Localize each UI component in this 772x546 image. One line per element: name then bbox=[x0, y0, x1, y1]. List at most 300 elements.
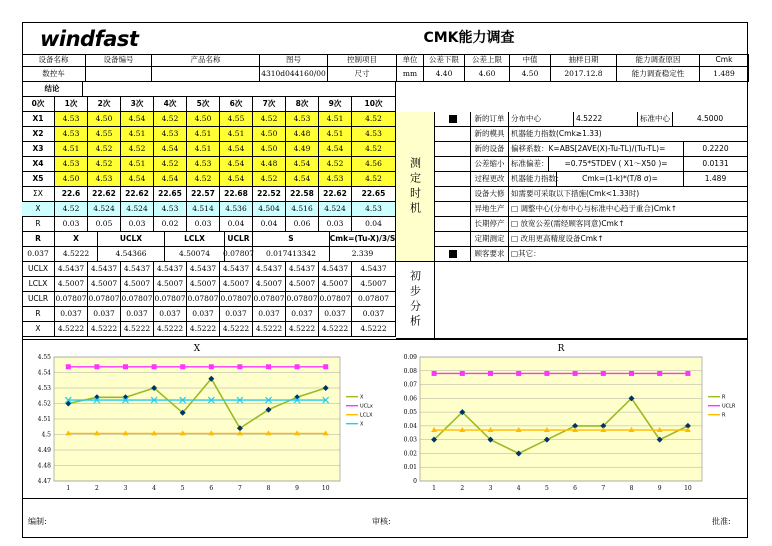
col-header: 10次 bbox=[352, 97, 396, 112]
limit-cell: 4.5007 bbox=[55, 277, 88, 292]
col-header: 4次 bbox=[154, 97, 187, 112]
summary-value: 0.017413342 bbox=[253, 247, 330, 262]
range-cell: 0.06 bbox=[286, 217, 319, 232]
cmk-formula: Cmk=(1-k)*(T/8 σ)= bbox=[557, 172, 684, 187]
info-label: 公差上限 bbox=[465, 54, 510, 67]
y-tick-label: 0 bbox=[413, 478, 417, 485]
data-point bbox=[94, 364, 99, 369]
limit-cell: 4.5007 bbox=[319, 277, 352, 292]
limit-cell: 0.037 bbox=[220, 307, 253, 322]
measurement-cell: 4.48 bbox=[253, 157, 286, 172]
row-label: X5 bbox=[22, 172, 55, 187]
x-tick-label: 9 bbox=[657, 485, 662, 492]
limit-cell: 0.07807 bbox=[154, 292, 187, 307]
info-label: 抽样日期 bbox=[551, 54, 617, 67]
reason-checkbox[interactable] bbox=[435, 172, 471, 187]
info-label: 图号 bbox=[260, 54, 328, 67]
data-point bbox=[657, 371, 662, 376]
info-label: Cmk bbox=[700, 54, 749, 67]
mean-cell: 4.524 bbox=[121, 202, 154, 217]
std-center-value: 4.5000 bbox=[673, 112, 748, 127]
measurement-cell: 4.52 bbox=[88, 142, 121, 157]
limit-cell: 4.5007 bbox=[121, 277, 154, 292]
summary-label: Cmk=(Tu-X)/3/S bbox=[330, 232, 396, 247]
y-tick-label: 4.55 bbox=[37, 354, 51, 361]
limit-cell: 4.5222 bbox=[286, 322, 319, 337]
measurement-cell: 4.52 bbox=[154, 157, 187, 172]
reason-label: 新的订单 bbox=[471, 112, 509, 127]
mean-cell: 4.514 bbox=[187, 202, 220, 217]
info-label: 公差下限 bbox=[424, 54, 465, 67]
legend-label: UCLR bbox=[722, 403, 736, 410]
x-tick-label: 2 bbox=[460, 485, 465, 492]
y-tick-label: 4.47 bbox=[37, 478, 51, 485]
measurement-cell: 4.54 bbox=[286, 172, 319, 187]
y-tick-label: 4.49 bbox=[37, 447, 51, 454]
measurement-cell: 4.52 bbox=[187, 172, 220, 187]
mean-cell: 4.536 bbox=[220, 202, 253, 217]
logo-text: windfast bbox=[40, 27, 139, 51]
limit-cell: 0.037 bbox=[352, 307, 396, 322]
r-chart bbox=[392, 341, 742, 499]
measurement-cell: 4.54 bbox=[220, 172, 253, 187]
limit-label: UCLR bbox=[22, 292, 55, 307]
data-point bbox=[237, 364, 242, 369]
y-tick-label: 4.51 bbox=[37, 416, 51, 423]
measurement-cell: 4.52 bbox=[253, 112, 286, 127]
measurement-cell: 4.50 bbox=[187, 112, 220, 127]
reason-checkbox[interactable] bbox=[435, 232, 471, 247]
reason-checkbox[interactable] bbox=[435, 127, 471, 142]
measurement-cell: 4.50 bbox=[55, 172, 88, 187]
limit-cell: 0.07807 bbox=[286, 292, 319, 307]
initial-analysis-col bbox=[396, 262, 435, 339]
limit-cell: 0.07807 bbox=[121, 292, 154, 307]
col-header: 1次 bbox=[55, 97, 88, 112]
cmk-heading: 机器能力指数(Cmk≥1.33) bbox=[509, 127, 748, 142]
info-value bbox=[86, 67, 152, 82]
limit-cell: 4.5222 bbox=[220, 322, 253, 337]
limit-cell: 4.5222 bbox=[55, 322, 88, 337]
x-tick-label: 2 bbox=[94, 485, 99, 492]
company-logo bbox=[40, 27, 138, 51]
reason-label: 过程更改 bbox=[471, 172, 509, 187]
conclusion-label: 结论 bbox=[22, 82, 83, 97]
data-point bbox=[152, 364, 157, 369]
x-tick-label: 5 bbox=[544, 485, 549, 492]
x-tick-label: 1 bbox=[432, 485, 437, 492]
summary-label: S bbox=[253, 232, 330, 247]
data-point bbox=[180, 364, 185, 369]
limit-cell: 4.5437 bbox=[187, 262, 220, 277]
summary-label: UCLR bbox=[225, 232, 253, 247]
x-tick-label: 4 bbox=[516, 485, 521, 492]
y-tick-label: 0.04 bbox=[403, 422, 417, 430]
cmk-value: 1.489 bbox=[684, 172, 748, 187]
x-tick-label: 6 bbox=[209, 485, 214, 492]
prepared-by-label: 编制: bbox=[28, 517, 47, 526]
reason-label: 设备大修 bbox=[471, 187, 509, 202]
measurement-cell: 4.54 bbox=[121, 112, 154, 127]
range-cell: 0.03 bbox=[187, 217, 220, 232]
range-cell: 0.03 bbox=[319, 217, 352, 232]
limit-cell: 4.5437 bbox=[121, 262, 154, 277]
limit-cell: 0.037 bbox=[253, 307, 286, 322]
x-tick-label: 3 bbox=[123, 485, 128, 492]
measurement-cell: 4.54 bbox=[154, 142, 187, 157]
summary-value: 0.037 bbox=[22, 247, 55, 262]
x-tick-label: 4 bbox=[152, 485, 157, 492]
data-point bbox=[295, 364, 300, 369]
sum-cell: 22.65 bbox=[154, 187, 187, 202]
y-tick-label: 0.03 bbox=[403, 436, 417, 444]
y-tick-label: 0.07 bbox=[403, 381, 417, 389]
range-cell: 0.04 bbox=[352, 217, 396, 232]
reason-checkbox[interactable] bbox=[435, 112, 471, 127]
measurement-cell: 4.51 bbox=[220, 127, 253, 142]
limit-cell: 4.5222 bbox=[253, 322, 286, 337]
info-label: 控制项目 bbox=[328, 54, 397, 67]
measurement-cell: 4.51 bbox=[319, 127, 352, 142]
reason-label: 定期测定 bbox=[471, 232, 509, 247]
limit-cell: 4.5222 bbox=[319, 322, 352, 337]
y-tick-label: 4.5 bbox=[41, 431, 51, 439]
y-tick-label: 4.53 bbox=[37, 385, 51, 392]
limit-cell: 0.07807 bbox=[55, 292, 88, 307]
legend-label: UCLx bbox=[360, 403, 373, 410]
page-title: CMK能力调查 bbox=[423, 30, 515, 46]
limit-cell: 4.5222 bbox=[121, 322, 154, 337]
limit-cell: 4.5437 bbox=[88, 262, 121, 277]
limit-cell: 0.037 bbox=[88, 307, 121, 322]
limit-cell: 0.07807 bbox=[187, 292, 220, 307]
measurement-cell: 4.51 bbox=[121, 127, 154, 142]
info-value: 2017.12.8 bbox=[551, 67, 617, 82]
limit-cell: 0.037 bbox=[286, 307, 319, 322]
chart-title: X bbox=[193, 344, 201, 354]
summary-label: LCLX bbox=[165, 232, 225, 247]
measures-note: 如需要可采取以下措施(Cmk<1.33时) bbox=[509, 187, 748, 202]
measurement-cell: 4.51 bbox=[187, 142, 220, 157]
limit-cell: 0.07807 bbox=[319, 292, 352, 307]
data-point bbox=[573, 371, 578, 376]
x-tick-label: 10 bbox=[684, 485, 692, 492]
k-value: 0.2220 bbox=[684, 142, 748, 157]
limit-cell: 4.5007 bbox=[154, 277, 187, 292]
mean-label: X bbox=[22, 202, 55, 217]
measurement-cell: 4.52 bbox=[121, 142, 154, 157]
reason-label: 异地生产 bbox=[471, 202, 509, 217]
measurement-cell: 4.54 bbox=[154, 172, 187, 187]
measure-time-col bbox=[396, 112, 435, 262]
info-value: mm bbox=[397, 67, 424, 82]
measurement-cell: 4.51 bbox=[319, 112, 352, 127]
summary-value: 4.5222 bbox=[55, 247, 98, 262]
info-value: 4.40 bbox=[424, 67, 465, 82]
measurement-cell: 4.54 bbox=[319, 142, 352, 157]
data-point bbox=[516, 371, 521, 376]
limit-cell: 0.037 bbox=[154, 307, 187, 322]
info-value: 4310d044160/00 bbox=[260, 67, 328, 82]
y-tick-label: 4.52 bbox=[37, 400, 51, 408]
reason-label: 公差缩小 bbox=[471, 157, 509, 172]
limit-cell: 4.5437 bbox=[352, 262, 396, 277]
measurement-cell: 4.50 bbox=[88, 112, 121, 127]
x-tick-label: 7 bbox=[237, 485, 242, 492]
measurement-cell: 4.51 bbox=[55, 142, 88, 157]
measurement-cell: 4.52 bbox=[352, 172, 396, 187]
data-point bbox=[544, 371, 549, 376]
sum-cell: 22.68 bbox=[220, 187, 253, 202]
col-header: 9次 bbox=[319, 97, 352, 112]
col-header: 0次 bbox=[22, 97, 55, 112]
y-tick-label: 0.05 bbox=[403, 409, 417, 417]
measurement-cell: 4.53 bbox=[352, 127, 396, 142]
limit-cell: 4.5437 bbox=[220, 262, 253, 277]
summary-label: UCLX bbox=[98, 232, 165, 247]
info-label: 产品名称 bbox=[152, 54, 260, 67]
info-label: 设备名称 bbox=[22, 54, 86, 67]
limit-cell: 0.037 bbox=[55, 307, 88, 322]
x-tick-label: 8 bbox=[629, 485, 634, 492]
limit-cell: 0.07807 bbox=[88, 292, 121, 307]
row-label: X2 bbox=[22, 127, 55, 142]
measurement-cell: 4.52 bbox=[352, 142, 396, 157]
x-tick-label: 9 bbox=[295, 485, 300, 492]
x-chart bbox=[24, 341, 380, 499]
legend-label: R bbox=[722, 394, 726, 401]
limit-cell: 0.07807 bbox=[220, 292, 253, 307]
y-tick-label: 4.54 bbox=[37, 369, 51, 377]
data-point bbox=[266, 364, 271, 369]
reason-checkbox[interactable] bbox=[435, 187, 471, 202]
limit-label: R bbox=[22, 307, 55, 322]
summary-value: 4.50074 bbox=[165, 247, 225, 262]
mean-cell: 4.504 bbox=[253, 202, 286, 217]
limit-cell: 0.037 bbox=[187, 307, 220, 322]
limit-cell: 4.5222 bbox=[154, 322, 187, 337]
x-tick-label: 1 bbox=[66, 485, 71, 492]
info-label: 单位 bbox=[397, 54, 424, 67]
option-other: □其它： bbox=[509, 247, 748, 262]
reason-label: 顾客要求 bbox=[471, 247, 509, 262]
limit-cell: 4.5437 bbox=[319, 262, 352, 277]
limit-cell: 4.5007 bbox=[253, 277, 286, 292]
measurement-cell: 4.52 bbox=[88, 157, 121, 172]
col-header: 7次 bbox=[253, 97, 286, 112]
x-tick-label: 10 bbox=[321, 485, 330, 492]
limit-cell: 4.5007 bbox=[286, 277, 319, 292]
legend-label: X bbox=[360, 394, 364, 401]
data-point bbox=[432, 371, 437, 376]
measurement-cell: 4.53 bbox=[55, 112, 88, 127]
info-value: 尺寸 bbox=[328, 67, 397, 82]
conclusion-blank bbox=[83, 82, 396, 97]
chart-svg bbox=[392, 341, 742, 499]
limit-cell: 4.5222 bbox=[88, 322, 121, 337]
initial-analysis-label: 初步分析 bbox=[408, 270, 422, 330]
sum-cell: 22.58 bbox=[286, 187, 319, 202]
x-tick-label: 5 bbox=[180, 485, 185, 492]
reason-label: 新的模具 bbox=[471, 127, 509, 142]
info-value: 能力调查稳定性 bbox=[617, 67, 700, 82]
measurement-cell: 4.50 bbox=[253, 142, 286, 157]
measurement-cell: 4.53 bbox=[88, 172, 121, 187]
reason-label: 长期停产 bbox=[471, 217, 509, 232]
summary-value: 2.339 bbox=[330, 247, 396, 262]
legend-label: LCLX bbox=[360, 412, 373, 419]
measurement-cell: 4.53 bbox=[319, 172, 352, 187]
row-label: X1 bbox=[22, 112, 55, 127]
data-point bbox=[629, 371, 634, 376]
mean-cell: 4.53 bbox=[154, 202, 187, 217]
mean-cell: 4.52 bbox=[55, 202, 88, 217]
y-tick-label: 0.08 bbox=[403, 367, 417, 375]
summary-label: X bbox=[55, 232, 98, 247]
sum-cell: 22.62 bbox=[319, 187, 352, 202]
limit-cell: 0.037 bbox=[121, 307, 154, 322]
range-cell: 0.05 bbox=[88, 217, 121, 232]
sum-cell: 22.62 bbox=[121, 187, 154, 202]
measurement-cell: 4.51 bbox=[121, 157, 154, 172]
mean-cell: 4.516 bbox=[286, 202, 319, 217]
limit-label: LCLX bbox=[22, 277, 55, 292]
measurement-cell: 4.56 bbox=[352, 157, 396, 172]
range-cell: 0.03 bbox=[121, 217, 154, 232]
summary-label: R bbox=[22, 232, 55, 247]
info-label: 中值 bbox=[510, 54, 551, 67]
limit-label: X bbox=[22, 322, 55, 337]
data-point bbox=[685, 371, 690, 376]
std-formula: =0.75*STDEV ( X1～X50 )= bbox=[549, 157, 684, 172]
measurement-cell: 4.54 bbox=[220, 142, 253, 157]
data-point bbox=[66, 364, 71, 369]
limit-cell: 0.07807 bbox=[253, 292, 286, 307]
mean-cell: 4.524 bbox=[88, 202, 121, 217]
sum-cell: 22.52 bbox=[253, 187, 286, 202]
measurement-cell: 4.53 bbox=[55, 127, 88, 142]
measurement-cell: 4.48 bbox=[286, 127, 319, 142]
approve-label: 批准: bbox=[712, 517, 731, 526]
info-value: 4.60 bbox=[465, 67, 510, 82]
chart-title: R bbox=[557, 344, 565, 354]
measurement-cell: 4.52 bbox=[352, 112, 396, 127]
summary-value: 4.54366 bbox=[98, 247, 165, 262]
limit-cell: 0.037 bbox=[319, 307, 352, 322]
info-value bbox=[152, 67, 260, 82]
row-label: X4 bbox=[22, 157, 55, 172]
reason-checkbox[interactable] bbox=[435, 142, 471, 157]
measurement-cell: 4.54 bbox=[121, 172, 154, 187]
measure-time-label: 测定时机 bbox=[408, 156, 422, 217]
x-tick-label: 8 bbox=[266, 485, 271, 492]
data-point bbox=[488, 371, 493, 376]
data-point bbox=[209, 364, 214, 369]
legend-label: R bbox=[722, 412, 726, 419]
x-tick-label: 3 bbox=[488, 485, 493, 492]
x-tick-label: 6 bbox=[573, 485, 578, 492]
sum-cell: 22.57 bbox=[187, 187, 220, 202]
cmk-label: 机器能力指数： bbox=[509, 172, 557, 187]
measurement-cell: 4.52 bbox=[253, 172, 286, 187]
reason-label: 新的设备 bbox=[471, 142, 509, 157]
limit-cell: 4.5437 bbox=[253, 262, 286, 277]
measurement-cell: 4.55 bbox=[88, 127, 121, 142]
info-value: 1.489 bbox=[700, 67, 749, 82]
limit-cell: 4.5007 bbox=[187, 277, 220, 292]
review-label: 审核: bbox=[372, 517, 391, 526]
k-label: 偏移系数：K=ABS[2AVE(X)-Tu-TL)/(Tu-TL)= bbox=[509, 142, 684, 157]
mean-cell: 4.524 bbox=[319, 202, 352, 217]
range-cell: 0.04 bbox=[220, 217, 253, 232]
dist-center-label: 分布中心 bbox=[509, 112, 574, 127]
option-better-equipment: □ 改用更高精度设备Cmk↑ bbox=[509, 232, 748, 247]
limit-cell: 4.5222 bbox=[352, 322, 396, 337]
y-tick-label: 0.01 bbox=[403, 464, 417, 472]
range-cell: 0.03 bbox=[55, 217, 88, 232]
measurement-cell: 4.53 bbox=[187, 157, 220, 172]
info-label: 能力调查原因 bbox=[617, 54, 700, 67]
measurement-cell: 4.55 bbox=[220, 112, 253, 127]
option-adjust-center: □ 调整中心(分布中心与标准中心趋于重合)Cmk↑ bbox=[509, 202, 748, 217]
checked-box-icon bbox=[449, 250, 457, 258]
limit-cell: 4.5222 bbox=[187, 322, 220, 337]
data-point bbox=[601, 371, 606, 376]
range-cell: 0.02 bbox=[154, 217, 187, 232]
measurement-cell: 4.53 bbox=[55, 157, 88, 172]
measurement-cell: 4.54 bbox=[286, 157, 319, 172]
range-label: R bbox=[22, 217, 55, 232]
std-value: 0.0131 bbox=[684, 157, 748, 172]
measurement-cell: 4.53 bbox=[154, 127, 187, 142]
dist-center-value: 4.5222 bbox=[574, 112, 638, 127]
col-header: 2次 bbox=[88, 97, 121, 112]
reason-checkbox[interactable] bbox=[435, 157, 471, 172]
x-tick-label: 7 bbox=[601, 485, 606, 492]
col-header: 8次 bbox=[286, 97, 319, 112]
sum-cell: 22.6 bbox=[55, 187, 88, 202]
y-tick-label: 0.09 bbox=[403, 354, 417, 361]
data-point bbox=[123, 364, 128, 369]
y-tick-label: 4.48 bbox=[37, 462, 51, 470]
measurement-cell: 4.52 bbox=[154, 112, 187, 127]
reason-checkbox[interactable] bbox=[435, 247, 471, 262]
data-point bbox=[460, 371, 465, 376]
legend-label: X bbox=[360, 421, 364, 428]
limit-cell: 4.5007 bbox=[352, 277, 396, 292]
std-center-label: 标准中心 bbox=[638, 112, 673, 127]
measurement-cell: 4.53 bbox=[286, 112, 319, 127]
summary-value: 0.07807 bbox=[225, 247, 253, 262]
col-header: 5次 bbox=[187, 97, 220, 112]
measurement-cell: 4.54 bbox=[220, 157, 253, 172]
sum-label: ΣX bbox=[22, 187, 55, 202]
limit-cell: 4.5437 bbox=[286, 262, 319, 277]
option-widen-tolerance: □ 放宽公差(需经顾客同意)Cmk↑ bbox=[509, 217, 748, 232]
col-header: 3次 bbox=[121, 97, 154, 112]
limit-cell: 4.5437 bbox=[55, 262, 88, 277]
data-point bbox=[323, 364, 328, 369]
reason-checkbox[interactable] bbox=[435, 217, 471, 232]
row-label: X3 bbox=[22, 142, 55, 157]
info-value: 4.50 bbox=[510, 67, 551, 82]
measurement-cell: 4.51 bbox=[187, 127, 220, 142]
limit-cell: 4.5437 bbox=[154, 262, 187, 277]
reason-checkbox[interactable] bbox=[435, 202, 471, 217]
chart-svg bbox=[24, 341, 380, 499]
limit-label: UCLX bbox=[22, 262, 55, 277]
y-tick-label: 0.06 bbox=[403, 395, 417, 403]
